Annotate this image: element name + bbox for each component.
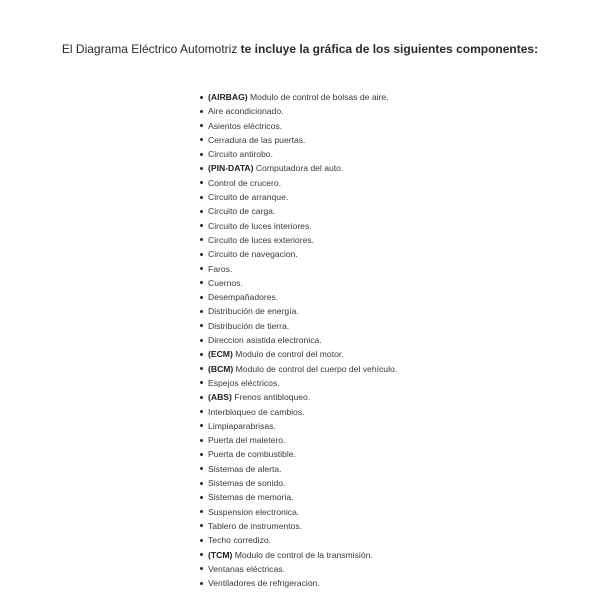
bullet-icon xyxy=(200,396,203,399)
component-description: Interbloqueo de cambios. xyxy=(208,406,305,417)
list-item xyxy=(0,304,397,318)
component-description: Sistemas de memoria. xyxy=(208,492,294,503)
component-description: Circuito de luces interiores. xyxy=(208,220,312,231)
bullet-icon xyxy=(200,167,203,170)
component-description: Control de crucero. xyxy=(208,177,282,188)
component-description: Faros. xyxy=(208,263,233,274)
bullet-icon xyxy=(200,439,203,442)
component-description: Tablero de instrumentos. xyxy=(208,520,303,531)
bullet-icon xyxy=(200,96,203,99)
bullet-icon xyxy=(200,567,203,570)
list-item xyxy=(0,247,397,261)
component-description: Cuernos. xyxy=(208,277,243,288)
bullet-icon xyxy=(200,339,203,342)
component-description: Asientos eléctricos. xyxy=(208,120,283,131)
component-description: Puerta del maletero. xyxy=(208,435,286,446)
bullet-icon xyxy=(200,296,203,299)
list-item xyxy=(0,233,397,247)
component-description: Aire acondicionado. xyxy=(208,106,284,117)
bullet-icon xyxy=(200,482,203,485)
component-description: Ventanas eléctricas. xyxy=(208,563,285,574)
list-item xyxy=(0,390,397,404)
list-item xyxy=(0,104,397,118)
list-item xyxy=(0,433,397,447)
bullet-icon xyxy=(200,138,203,141)
component-description: Circuito de carga. xyxy=(208,206,276,217)
bullet-icon xyxy=(200,496,203,499)
component-description: Espejos eléctricos. xyxy=(208,377,280,388)
component-description: Circuito de luces exteriores. xyxy=(208,234,315,245)
component-description: Distribución de tierra. xyxy=(208,320,290,331)
list-item xyxy=(0,576,397,590)
list-item xyxy=(0,176,397,190)
bullet-icon xyxy=(200,410,203,413)
bullet-icon xyxy=(200,224,203,227)
bullet-icon xyxy=(200,267,203,270)
list-item xyxy=(0,362,397,376)
component-code: (BCM) xyxy=(208,363,234,374)
list-item xyxy=(0,290,397,304)
component-description: Modulo de control de la transmisión. xyxy=(232,549,373,560)
component-description: Computadora del auto. xyxy=(253,163,344,174)
list-item xyxy=(0,505,397,519)
component-description: Ventiladores de refrigeracion. xyxy=(208,578,320,589)
bullet-icon xyxy=(200,553,203,556)
bullet-icon xyxy=(200,467,203,470)
list-item xyxy=(0,490,397,504)
component-description: Direccion asistida electronica. xyxy=(208,335,322,346)
bullet-icon xyxy=(200,110,203,113)
bullet-icon xyxy=(200,539,203,542)
list-item xyxy=(0,161,397,175)
component-code: (TCM) xyxy=(208,549,233,560)
heading-intro-text: El Diagrama Eléctrico Automotriz xyxy=(61,42,241,56)
bullet-icon xyxy=(200,424,203,427)
list-item xyxy=(0,262,397,276)
component-description: Modulo de control de bolsas de aire. xyxy=(247,92,389,102)
list-item xyxy=(0,447,397,461)
bullet-icon xyxy=(200,196,203,199)
bullet-icon xyxy=(200,210,203,213)
bullet-icon xyxy=(200,181,203,184)
list-item xyxy=(0,90,397,104)
intro-heading xyxy=(60,41,540,58)
component-description: Suspension electronica. xyxy=(208,506,300,517)
bullet-icon xyxy=(200,353,203,356)
component-code: (ECM) xyxy=(208,349,233,360)
component-description: Techo corredizo. xyxy=(208,535,272,546)
component-description: Limpiaparabrisas. xyxy=(208,420,276,431)
list-item xyxy=(0,333,397,347)
list-item xyxy=(0,133,397,147)
bullet-icon xyxy=(200,381,203,384)
component-description: Cerradura de las puertas. xyxy=(208,134,306,145)
component-description: Circuito de navegacion. xyxy=(208,249,298,260)
component-description: Circuito de arranque. xyxy=(208,192,289,203)
bullet-icon xyxy=(200,238,203,241)
component-code: (ABS) xyxy=(208,392,232,403)
bullet-icon xyxy=(200,524,203,527)
list-item xyxy=(0,548,397,562)
component-description: Sistemas de alerta. xyxy=(208,463,282,474)
components-list xyxy=(0,90,397,590)
bullet-icon xyxy=(200,281,203,284)
list-item xyxy=(0,405,397,419)
component-description: Frenos antibloqueo. xyxy=(231,392,311,403)
component-code: (AIRBAG) xyxy=(208,92,248,102)
bullet-icon xyxy=(200,310,203,313)
component-description: Modulo de control del cuerpo del vehículo. xyxy=(233,363,398,374)
list-item xyxy=(0,347,397,361)
list-item xyxy=(0,219,397,233)
bullet-icon xyxy=(200,582,203,585)
list-item xyxy=(0,119,397,133)
list-item xyxy=(0,562,397,576)
list-item xyxy=(0,476,397,490)
bullet-icon xyxy=(200,324,203,327)
bullet-icon xyxy=(200,453,203,456)
component-description: Modulo de control del motor. xyxy=(232,349,344,360)
bullet-icon xyxy=(200,153,203,156)
component-description: Desempañadores. xyxy=(208,292,279,303)
bullet-icon xyxy=(200,510,203,513)
list-item xyxy=(0,276,397,290)
list-item xyxy=(0,147,397,161)
list-item xyxy=(0,190,397,204)
list-item xyxy=(0,462,397,476)
heading-bold-text: te incluye la gráfica de los siguientes componentes: xyxy=(240,42,539,56)
component-code: (PIN-DATA) xyxy=(208,163,254,174)
list-item xyxy=(0,533,397,547)
list-item xyxy=(0,319,397,333)
component-description: Sistemas de sonido. xyxy=(208,478,286,489)
component-description: Puerta de combustible. xyxy=(208,449,296,460)
bullet-icon xyxy=(200,124,203,127)
component-description: Distribución de energía. xyxy=(208,306,299,317)
component-description: Circuito antirobo. xyxy=(208,149,273,160)
list-item xyxy=(0,376,397,390)
list-item xyxy=(0,204,397,218)
bullet-icon xyxy=(200,253,203,256)
list-item xyxy=(0,419,397,433)
bullet-icon xyxy=(200,367,203,370)
list-item xyxy=(0,519,397,533)
